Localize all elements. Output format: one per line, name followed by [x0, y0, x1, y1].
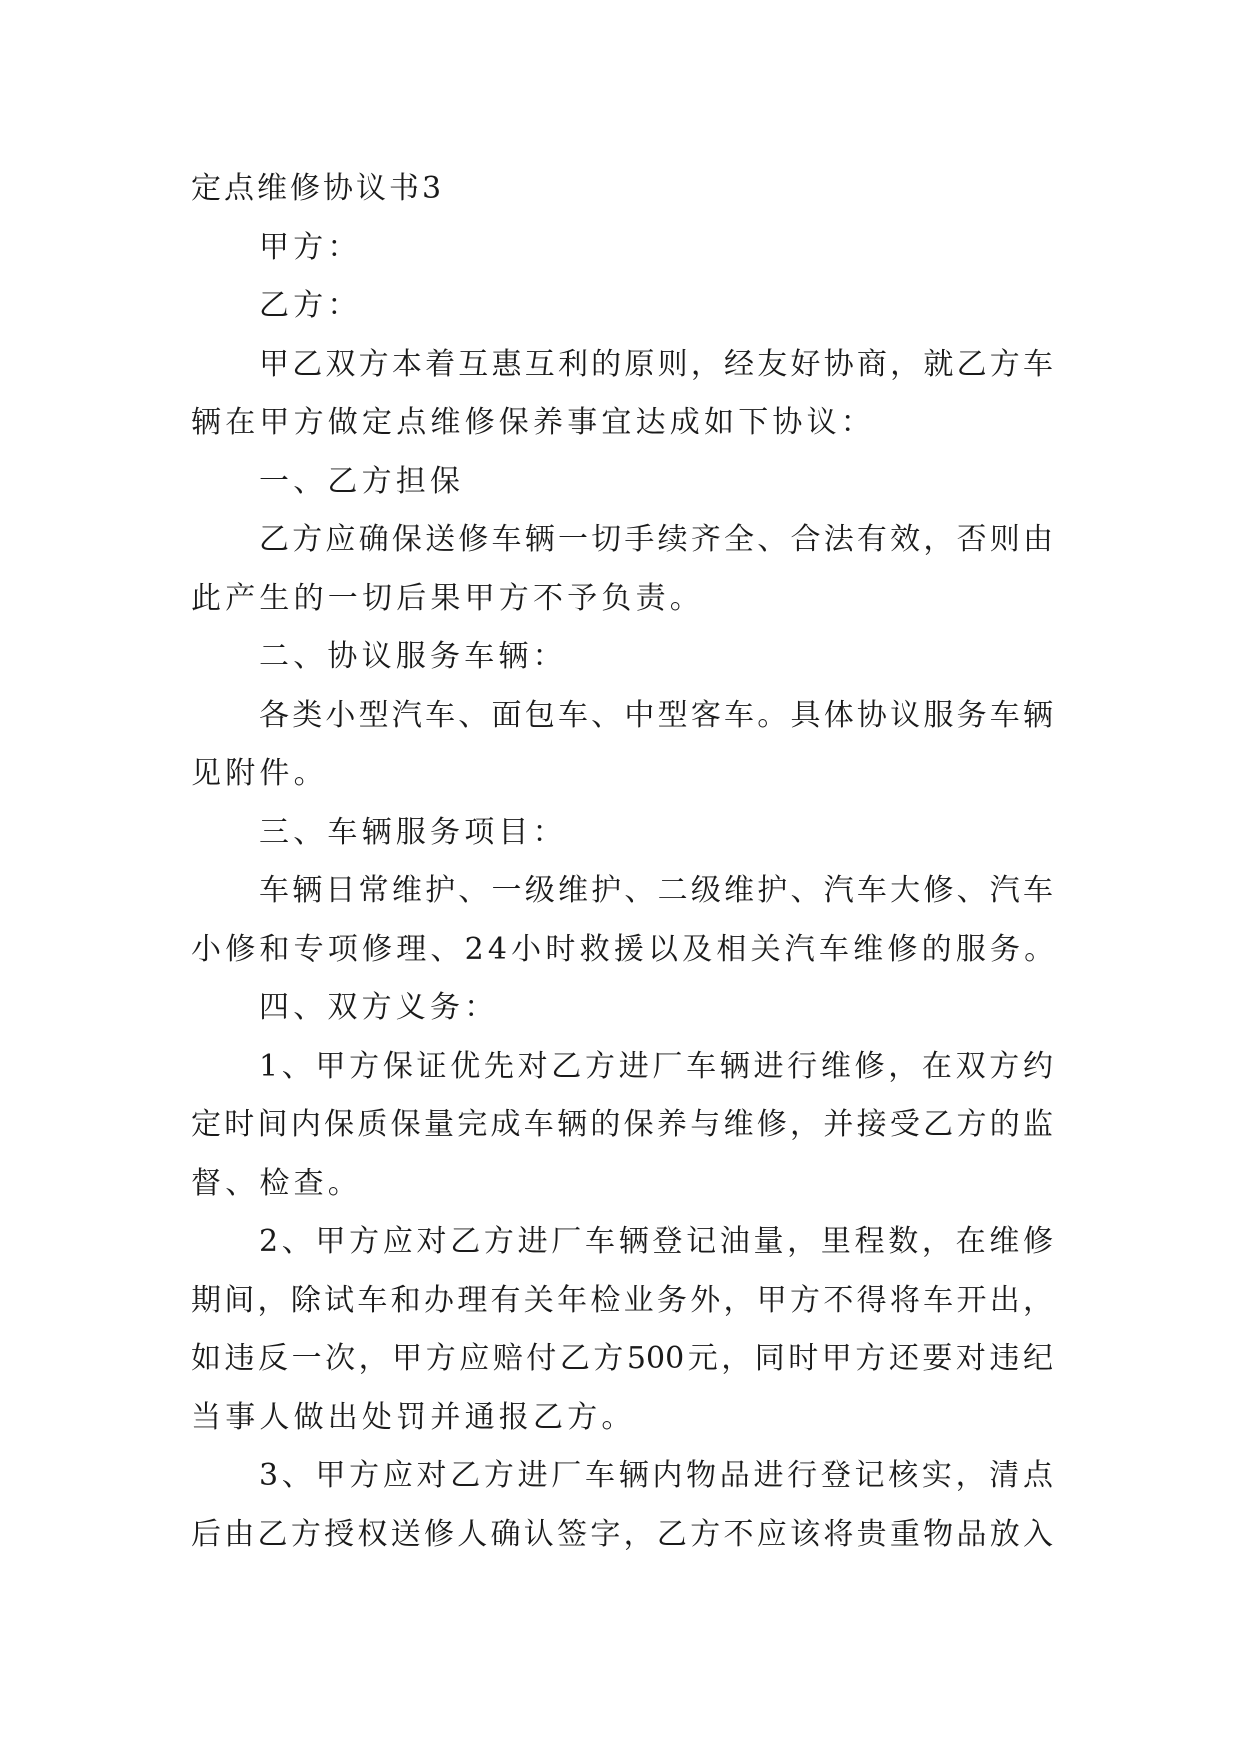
section-heading: 二、协议服务车辆： — [259, 639, 567, 674]
body-line: 后由乙方授权送修人确认签字，乙方不应该将贵重物品放入 — [191, 1516, 1053, 1552]
body-line: 期间，除试车和办理有关年检业务外，甲方不得将车开出， — [191, 1282, 1053, 1318]
section-heading: 四、双方义务： — [259, 990, 499, 1025]
body-line: 车辆日常维护、一级维护、二级维护、汽车大修、汽车 — [259, 873, 1053, 908]
intro-line: 辆在甲方做定点维修保养事宜达成如下协议： — [191, 405, 875, 440]
body-line: 1、甲方保证优先对乙方进厂车辆进行维修，在双方约 — [259, 1048, 1053, 1084]
body-line: 定时间内保质保量完成车辆的保养与维修，并接受乙方的监 — [191, 1107, 1053, 1142]
body-line: 见附件。 — [191, 756, 328, 791]
body-line: 如违反一次，甲方应赔付乙方500元，同时甲方还要对违纪 — [191, 1341, 1053, 1376]
party-a-line: 甲方： — [259, 229, 362, 265]
intro-line: 甲乙双方本着互惠互利的原则，经友好协商，就乙方车 — [259, 346, 1053, 382]
party-b-line: 乙方： — [259, 288, 362, 323]
body-line: 当事人做出处罚并通报乙方。 — [191, 1399, 636, 1435]
body-line: 2、甲方应对乙方进厂车辆登记油量，里程数，在维修 — [259, 1224, 1053, 1259]
body-line: 小修和专项修理、24小时救援以及相关汽车维修的服务。 — [191, 931, 1059, 967]
body-line: 乙方应确保送修车辆一切手续齐全、合法有效，否则由 — [259, 522, 1053, 557]
body-line: 3、甲方应对乙方进厂车辆内物品进行登记核实，清点 — [259, 1458, 1053, 1493]
document-page — [191, 160, 1059, 1564]
section-heading: 一、乙方担保 — [259, 463, 465, 499]
body-line: 督、检查。 — [191, 1165, 362, 1201]
section-heading: 三、车辆服务项目： — [259, 814, 567, 850]
body-line: 此产生的一切后果甲方不予负责。 — [191, 580, 704, 616]
body-line: 各类小型汽车、面包车、中型客车。具体协议服务车辆 — [259, 697, 1053, 733]
document-title: 定点维修协议书3 — [191, 171, 445, 206]
